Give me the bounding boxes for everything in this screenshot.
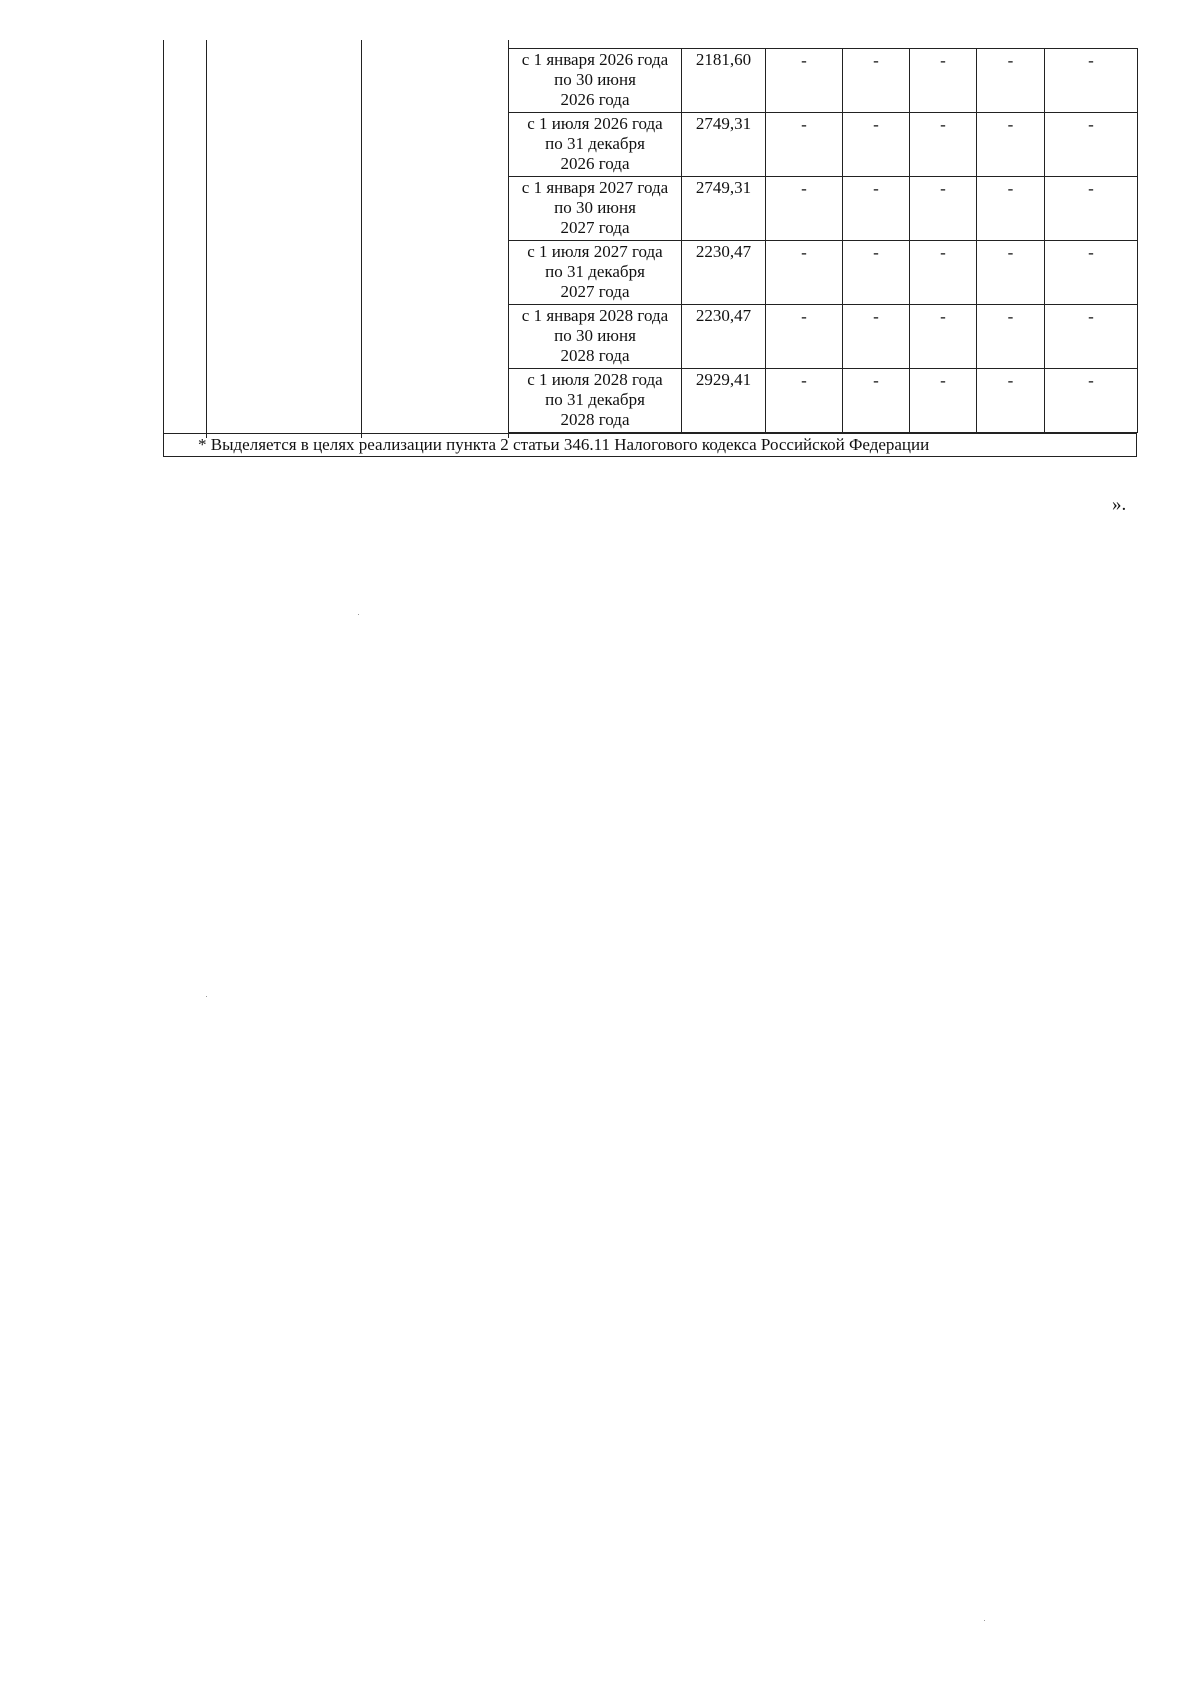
empty-cell: -: [1045, 49, 1138, 113]
table-row: [509, 369, 1138, 433]
period-line: с 1 июля 2028 года: [527, 370, 663, 389]
empty-cell: -: [977, 113, 1045, 177]
period-line: 2026 года: [560, 90, 630, 109]
period-line: по 31 декабря: [545, 390, 645, 409]
tariff-value: 2181,60: [682, 49, 766, 113]
empty-cell: -: [910, 241, 977, 305]
empty-cell: -: [766, 177, 843, 241]
empty-cell: -: [910, 177, 977, 241]
empty-cell: -: [910, 305, 977, 369]
period-line: по 31 декабря: [545, 262, 645, 281]
closing-quote-mark: ».: [1112, 494, 1127, 515]
scan-speck: [206, 996, 207, 997]
empty-cell: -: [1045, 369, 1138, 433]
empty-cell: -: [1045, 177, 1138, 241]
period-line: с 1 января 2026 года: [521, 50, 669, 69]
period-line: 2028 года: [560, 346, 630, 365]
period-line: 2027 года: [560, 282, 630, 301]
empty-cell: -: [766, 369, 843, 433]
empty-cell: -: [843, 113, 910, 177]
column-rule-2: [206, 40, 207, 438]
tariff-table: [508, 48, 1138, 433]
empty-cell: -: [766, 305, 843, 369]
empty-cell: -: [1045, 241, 1138, 305]
empty-cell: -: [843, 177, 910, 241]
period-cell: [509, 369, 682, 433]
scan-speck: [358, 614, 359, 615]
empty-cell: -: [1045, 113, 1138, 177]
empty-cell: -: [910, 369, 977, 433]
empty-cell: -: [766, 49, 843, 113]
empty-cell: -: [910, 113, 977, 177]
period-line: 2026 года: [560, 154, 630, 173]
empty-cell: -: [977, 305, 1045, 369]
period-line: 2028 года: [560, 410, 630, 429]
empty-cell: -: [843, 369, 910, 433]
period-line: с 1 июля 2026 года: [527, 114, 663, 133]
scan-speck: [984, 1620, 985, 1621]
period-cell: [509, 113, 682, 177]
tariff-value: 2749,31: [682, 177, 766, 241]
period-cell: [509, 305, 682, 369]
period-line: по 30 июня: [554, 198, 636, 217]
period-line: 2027 года: [560, 218, 630, 237]
empty-cell: -: [843, 241, 910, 305]
table-row: [509, 177, 1138, 241]
tariff-value: 2749,31: [682, 113, 766, 177]
empty-cell: -: [843, 49, 910, 113]
period-line: с 1 января 2027 года: [521, 178, 669, 197]
table-row: [509, 49, 1138, 113]
tariff-value: 2929,41: [682, 369, 766, 433]
table-row: [509, 241, 1138, 305]
empty-cell: -: [977, 369, 1045, 433]
empty-cell: -: [766, 241, 843, 305]
column-rule-3: [361, 40, 362, 438]
empty-cell: -: [843, 305, 910, 369]
table-row: [509, 305, 1138, 369]
period-line: с 1 июля 2027 года: [527, 242, 663, 261]
period-line: по 30 июня: [554, 70, 636, 89]
period-cell: [509, 177, 682, 241]
tariff-value: 2230,47: [682, 241, 766, 305]
table-row: [509, 113, 1138, 177]
period-line: по 30 июня: [554, 326, 636, 345]
empty-cell: -: [977, 241, 1045, 305]
empty-cell: -: [910, 49, 977, 113]
period-line: с 1 января 2028 года: [521, 306, 669, 325]
column-rule-1: [163, 40, 164, 438]
empty-cell: -: [977, 49, 1045, 113]
period-cell: [509, 49, 682, 113]
empty-cell: -: [766, 113, 843, 177]
period-line: по 31 декабря: [545, 134, 645, 153]
period-cell: [509, 241, 682, 305]
empty-cell: -: [977, 177, 1045, 241]
tariff-value: 2230,47: [682, 305, 766, 369]
table-footnote: * Выделяется в целях реализации пункта 2 статьи 346.11 Налогового кодекса Российской Федерации: [163, 433, 1137, 457]
empty-cell: -: [1045, 305, 1138, 369]
